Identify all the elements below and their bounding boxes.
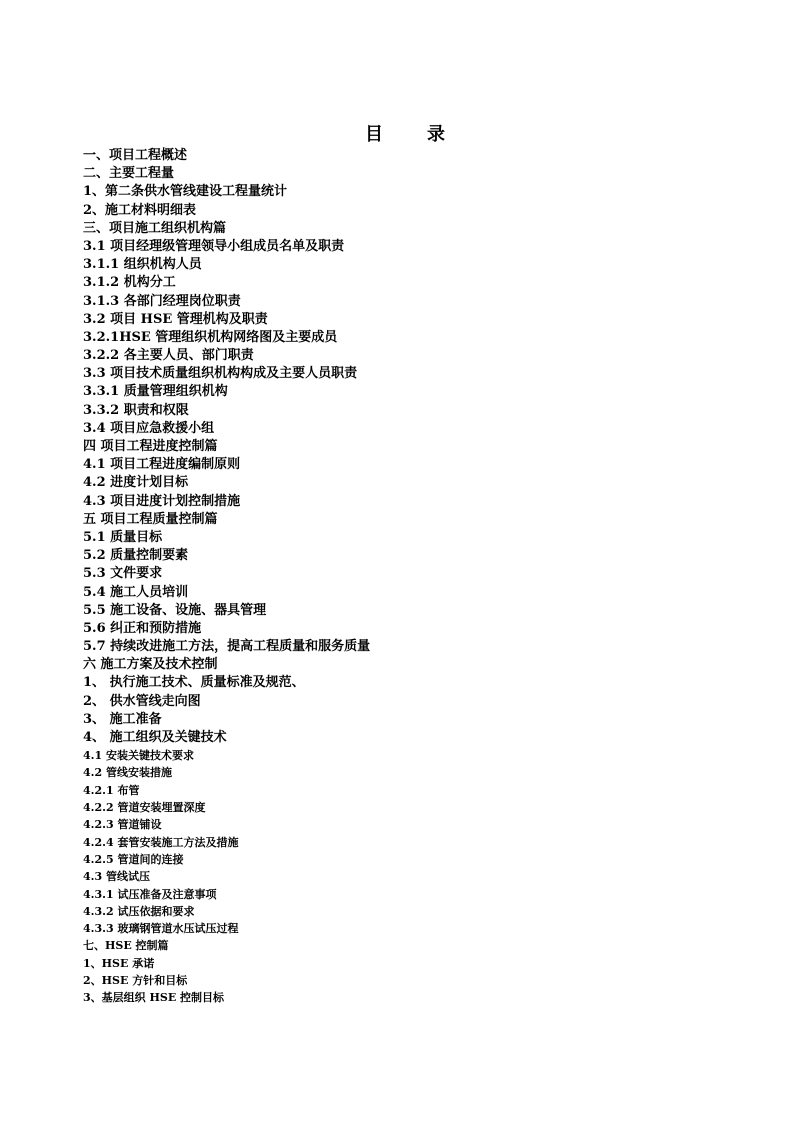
toc-entry: 4.2.4 套管安装施工方法及措施 [83,835,239,849]
toc-entry: 5.2 质量控制要素 [83,548,189,564]
toc-entry: 2、施工材料明细表 [83,202,197,218]
toc-title [8,123,794,147]
toc-entry: 2、 供水管线走向图 [83,693,201,709]
toc-entry: 5.1 质量目标 [83,529,163,545]
toc-entry: 四 项目工程进度控制篇 [83,439,218,454]
toc-entry: 3.3.2 职责和权限 [83,402,189,418]
toc-entry: 1、 执行施工技术、质量标准及规范、 [83,675,305,691]
toc-entry: 3.2.2 各主要人员、部门职责 [83,348,254,364]
toc-entry: 五 项目工程质量控制篇 [83,511,218,527]
toc-entry: 5.5 施工设备、设施、器具管理 [83,602,267,618]
toc-entry: 3.3.1 质量管理组织机构 [83,384,228,400]
toc-entry: 4.2.2 管道安装埋置深度 [83,801,206,815]
toc-entry: 七、HSE 控制篇 [83,939,169,953]
toc-entry: 4.2 管线安装措施 [83,766,172,780]
toc-entry: 3.1.3 各部门经理岗位职责 [83,293,241,309]
toc-entry: 4.3 管线试压 [83,870,150,884]
toc-entry: 4.2.3 管道铺设 [83,818,162,832]
toc-entry: 3.1.2 机构分工 [83,275,176,291]
toc-entry: 4.3.1 试压准备及注意事项 [83,887,217,901]
toc-entry: 3.2.1HSE 管理组织机构网络图及主要成员 [83,329,338,345]
toc-title-right: 录 [427,124,445,145]
toc-title-left: 目 [365,124,383,145]
toc-entry: 3、基层组织 HSE 控制目标 [83,991,225,1005]
toc-entry: 1、HSE 承诺 [83,956,155,970]
toc-entry: 4.1 项目工程进度编制原则 [83,457,241,473]
toc-entry: 3.1 项目经理级管理领导小组成员名单及职责 [83,238,345,254]
toc-entry: 二、主要工程量 [83,166,175,182]
toc-entry: 4.2.1 布管 [83,783,140,797]
toc-entry: 5.4 施工人员培训 [83,584,189,600]
toc-entry: 4.2 进度计划目标 [83,475,189,491]
toc-entry: 4、 施工组织及关键技术 [83,730,227,745]
toc-entry: 一、项目工程概述 [83,148,188,163]
toc-entry: 1、第二条供水管线建设工程量统计 [83,184,288,200]
toc-entry: 4.3 项目进度计划控制措施 [83,493,241,509]
table-of-contents [83,147,763,1007]
toc-entry: 三、项目施工组织机构篇 [83,220,227,236]
toc-entry: 六 施工方案及技术控制 [83,657,218,673]
toc-entry: 4.1 安装关键技术要求 [83,749,194,763]
toc-entry: 5.7 持续改进施工方法，提高工程质量和服务质量 [83,639,371,655]
toc-entry: 3.3 项目技术质量组织机构构成及主要人员职责 [83,366,358,382]
toc-entry: 5.3 文件要求 [83,566,163,582]
toc-entry: 4.2.5 管道间的连接 [83,852,184,866]
toc-entry: 3.1.1 组织机构人员 [83,257,202,273]
toc-entry: 4.3.2 试压依据和要求 [83,904,195,918]
toc-entry: 3.2 项目 HSE 管理机构及职责 [83,311,268,327]
toc-entry: 3.4 项目应急救援小组 [83,420,215,436]
toc-entry: 2、HSE 方针和目标 [83,974,188,988]
toc-entry: 3、 施工准备 [83,711,162,727]
toc-entry: 4.3.3 玻璃钢管道水压试压过程 [83,922,239,936]
toc-entry: 5.6 纠正和预防措施 [83,620,202,636]
